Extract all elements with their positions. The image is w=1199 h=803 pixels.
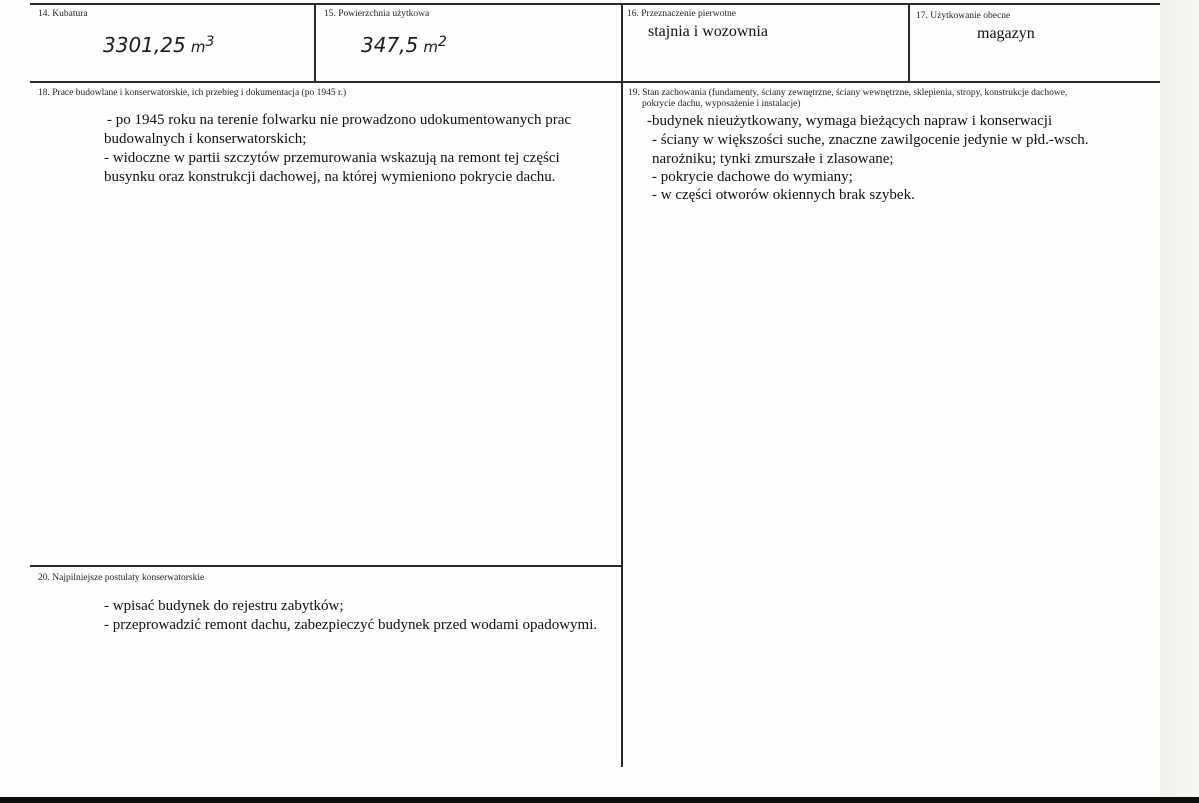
divider-18-20	[30, 565, 623, 567]
field-18-label: 18. Prace budowlane i konserwatorskie, ich przebieg i dokumentacja (po 1945 r.)	[38, 88, 347, 98]
field-20-line: - przeprowadzić remont dachu, zabezpieczyć budynek przed wodami opadowymi.	[104, 617, 598, 633]
field-18-line: - po 1945 roku na terenie folwarku nie prowadzono udokumentowanych prac	[107, 112, 572, 128]
field-14-exponent: 3	[205, 34, 215, 50]
field-15-value	[361, 33, 447, 57]
field-14-label: 14. Kubatura	[38, 9, 88, 19]
field-17-value: magazyn	[977, 25, 1035, 42]
field-19-line: - ściany w większości suche, znaczne zawilgocenie jedynie w płd.-wsch.	[652, 132, 1089, 148]
field-15-label: 15. Powierzchnia użytkowa	[324, 9, 430, 19]
field-19-label-line1: 19. Stan zachowania (fundamenty, ściany zewnętrzne, ściany wewnętrzne, sklepienia, stropy, konstrukcje dachowe,	[628, 88, 1068, 98]
field-14-unit: m	[190, 38, 206, 56]
divider-16-17	[908, 3, 910, 83]
field-18-line: busynku oraz konstrukcji dachowej, na której wymieniono pokrycie dachu.	[104, 169, 556, 185]
field-19-label-line2: pokrycie dachu, wyposażenie i instalacje)	[642, 99, 801, 109]
field-20-label: 20. Najpilniejsze postulaty konserwatorskie	[38, 573, 205, 583]
page-edge-bottom	[0, 797, 1199, 803]
field-19-line: - w części otworów okiennych brak szybek.	[652, 187, 915, 203]
field-14-value	[103, 33, 214, 57]
field-15-number: 347,5	[361, 33, 419, 57]
top-rule	[30, 3, 1160, 5]
field-15-exponent: 2	[437, 34, 447, 50]
page-margin-right	[1160, 0, 1199, 797]
row1-bottom-rule	[30, 81, 1160, 83]
field-19-line: narożniku; tynki zmurszałe i zlasowane;	[652, 151, 894, 167]
field-19-line: - pokrycie dachowe do wymiany;	[652, 169, 853, 185]
field-15-unit: m	[423, 38, 438, 56]
divider-14-15	[314, 3, 316, 83]
field-20-line: - wpisać budynek do rejestru zabytków;	[104, 598, 344, 614]
field-18-line: budowalnych i konserwatorskich;	[104, 131, 307, 147]
field-19-line: -budynek nieużytkowany, wymaga bieżących napraw i konserwacji	[647, 113, 1053, 129]
field-16-value: stajnia i wozownia	[648, 23, 768, 40]
field-17-label: 17. Użytkowanie obecne	[916, 11, 1011, 21]
divider-15-16	[621, 3, 623, 767]
field-14-number: 3301,25	[103, 33, 186, 57]
field-18-line: - widoczne w partii szczytów przemurowania wskazują na remont tej części	[104, 150, 560, 166]
field-16-label: 16. Przeznaczenie pierwotne	[627, 9, 736, 19]
